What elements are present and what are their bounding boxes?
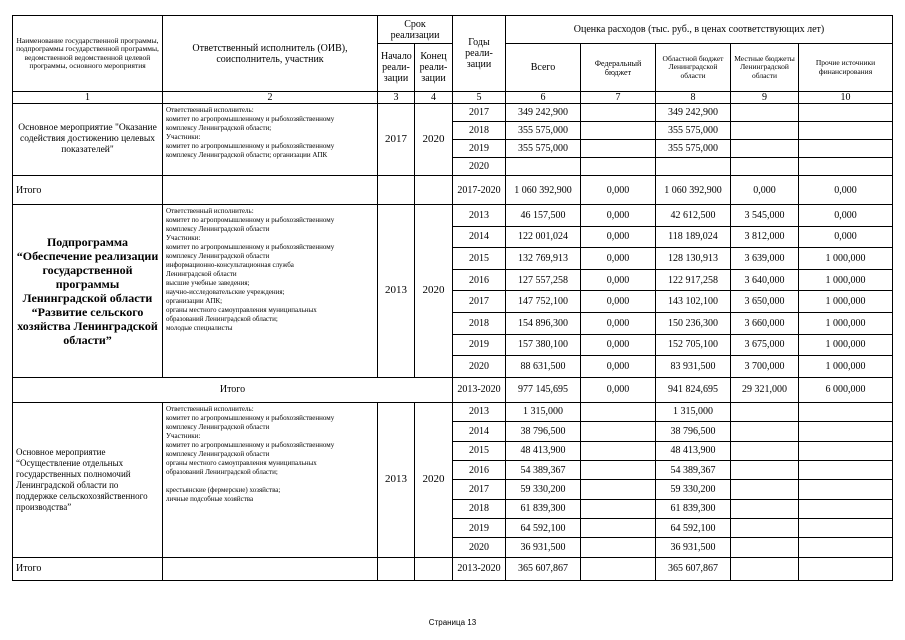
page-number: Страница 13 <box>428 618 477 627</box>
regional-cell: 128 130,913 <box>656 248 731 270</box>
federal-cell <box>581 460 656 479</box>
other-cell <box>799 519 893 538</box>
total-year-cell: 2017-2020 <box>453 176 506 205</box>
total-cell: 88 631,500 <box>506 356 581 378</box>
total-row <box>13 176 893 205</box>
total-cell: 59 330,200 <box>506 480 581 499</box>
total-cell: 61 839,300 <box>506 499 581 518</box>
header-regional: Областной бюджет Ленинградской области <box>656 44 731 92</box>
other-cell: 1 000,000 <box>799 269 893 291</box>
federal-cell <box>581 104 656 122</box>
federal-cell: 0,000 <box>581 248 656 270</box>
total-local-cell: 0,000 <box>731 176 799 205</box>
total-regional-cell: 941 824,695 <box>656 377 731 402</box>
executor-line: комитет по агропромышленному и рыбохозяйственному <box>166 440 335 449</box>
local-cell <box>731 538 799 557</box>
header-total: Всего <box>506 44 581 92</box>
column-number-cell: 5 <box>453 92 506 104</box>
local-cell: 3 640,000 <box>731 269 799 291</box>
column-numbers-row <box>13 92 893 104</box>
end-year: 2020 <box>415 205 453 378</box>
total-total-cell: 365 607,867 <box>506 557 581 580</box>
header-years: Годы реали-зации <box>453 16 506 92</box>
executor-line: Ответственный исполнитель: <box>166 404 254 413</box>
total-label: Итого <box>13 377 453 402</box>
local-cell <box>731 122 799 140</box>
year-cell: 2015 <box>453 248 506 270</box>
total-cell: 349 242,900 <box>506 104 581 122</box>
federal-cell <box>581 441 656 460</box>
executor-line: комитет по агропромышленному и рыбохозяйственному <box>166 413 335 422</box>
total-year-cell: 2013-2020 <box>453 377 506 402</box>
executor-line: организации АПК; <box>166 297 223 305</box>
executor-line: комплексу Ленинградской области <box>166 225 270 233</box>
local-cell <box>731 460 799 479</box>
year-cell: 2019 <box>453 519 506 538</box>
header-end: Конец реали-зации <box>415 44 453 92</box>
federal-cell: 0,000 <box>581 312 656 334</box>
other-cell <box>799 140 893 158</box>
regional-cell: 64 592,100 <box>656 519 731 538</box>
column-number-cell: 10 <box>799 92 893 104</box>
executor-line: Участники: <box>166 431 201 440</box>
executor-line <box>166 477 374 486</box>
total-regional-cell: 1 060 392,900 <box>656 176 731 205</box>
total-cell: 36 931,500 <box>506 538 581 557</box>
executor-line: комитет по агропромышленному и рыбохозяйственному <box>166 115 335 123</box>
federal-cell <box>581 122 656 140</box>
executor-list <box>163 402 378 557</box>
local-cell: 3 700,000 <box>731 356 799 378</box>
executor-line: Ленинградской области <box>166 270 237 278</box>
regional-cell: 42 612,500 <box>656 205 731 227</box>
empty-cell <box>378 557 415 580</box>
other-cell: 0,000 <box>799 226 893 248</box>
total-label: Итого <box>13 557 163 580</box>
year-cell: 2020 <box>453 356 506 378</box>
local-cell <box>731 158 799 176</box>
executor-line: органы местного самоуправления муниципальных <box>166 306 317 314</box>
year-cell: 2020 <box>453 158 506 176</box>
column-number-cell: 8 <box>656 92 731 104</box>
regional-cell: 83 931,500 <box>656 356 731 378</box>
federal-cell <box>581 499 656 518</box>
total-cell <box>506 158 581 176</box>
program-name: Подпрограмма “Обеспечение реализации государственной программы Ленинградской области “Развитие сельского хозяйства Ленинградской области” <box>13 205 163 378</box>
total-label: Итого <box>13 176 163 205</box>
executor-line: Участники: <box>166 234 201 242</box>
local-cell <box>731 499 799 518</box>
federal-cell <box>581 402 656 421</box>
empty-cell <box>415 557 453 580</box>
empty-cell <box>378 176 415 205</box>
local-cell: 3 639,000 <box>731 248 799 270</box>
total-cell: 54 389,367 <box>506 460 581 479</box>
other-cell: 0,000 <box>799 205 893 227</box>
federal-cell: 0,000 <box>581 356 656 378</box>
year-cell: 2020 <box>453 538 506 557</box>
federal-cell: 0,000 <box>581 334 656 356</box>
year-cell: 2013 <box>453 205 506 227</box>
regional-cell: 355 575,000 <box>656 122 731 140</box>
header-costs-group: Оценка расходов (тыс. руб., в ценах соответствующих лет) <box>506 16 893 44</box>
header-period-group: Срок реализации <box>378 16 453 44</box>
executor-line: комплексу Ленинградской области; организации АПК <box>166 151 328 159</box>
local-cell: 3 675,000 <box>731 334 799 356</box>
total-total-cell: 1 060 392,900 <box>506 176 581 205</box>
total-row <box>13 377 893 402</box>
executor-list <box>163 104 378 176</box>
other-cell: 1 000,000 <box>799 291 893 313</box>
budget-table <box>12 15 893 581</box>
program-name: Основное мероприятие "Оказание содействия достижению целевых показателей" <box>13 104 163 176</box>
total-cell: 127 557,258 <box>506 269 581 291</box>
other-cell <box>799 402 893 421</box>
federal-cell: 0,000 <box>581 226 656 248</box>
total-cell: 147 752,100 <box>506 291 581 313</box>
federal-cell <box>581 140 656 158</box>
year-cell: 2018 <box>453 122 506 140</box>
federal-cell <box>581 158 656 176</box>
local-cell: 3 650,000 <box>731 291 799 313</box>
other-cell <box>799 104 893 122</box>
regional-cell: 48 413,900 <box>656 441 731 460</box>
regional-cell: 59 330,200 <box>656 480 731 499</box>
year-cell: 2018 <box>453 499 506 518</box>
other-cell <box>799 122 893 140</box>
year-cell: 2017 <box>453 480 506 499</box>
executor-line: Ответственный исполнитель: <box>166 106 254 114</box>
executor-line: молодые специалисты <box>166 324 233 332</box>
total-federal-cell: 0,000 <box>581 377 656 402</box>
executor-line: образований Ленинградской области; <box>166 467 278 476</box>
executor-line: научно-исследовательские учреждения; <box>166 288 285 296</box>
year-cell: 2016 <box>453 460 506 479</box>
year-cell: 2019 <box>453 140 506 158</box>
regional-cell: 61 839,300 <box>656 499 731 518</box>
total-cell: 1 315,000 <box>506 402 581 421</box>
total-regional-cell: 365 607,867 <box>656 557 731 580</box>
table-row <box>13 402 893 421</box>
other-cell <box>799 499 893 518</box>
header-federal: Федеральный бюджет <box>581 44 656 92</box>
regional-cell: 1 315,000 <box>656 402 731 421</box>
executor-line: комитет по агропромышленному и рыбохозяйственному <box>166 142 335 150</box>
header-local: Местные бюджеты Ленинградской области <box>731 44 799 92</box>
total-other-cell <box>799 557 893 580</box>
local-cell <box>731 480 799 499</box>
federal-cell: 0,000 <box>581 205 656 227</box>
total-row <box>13 557 893 580</box>
executor-line: комплексу Ленинградской области <box>166 252 270 260</box>
other-cell <box>799 538 893 557</box>
start-year: 2013 <box>378 205 415 378</box>
header-other: Прочие источники финансирования <box>799 44 893 92</box>
header-program-name: Наименование государственной программы, подпрограммы государственной программы, ведомственной ведомственной целевой программы, основного мероприятия <box>13 16 163 92</box>
executor-line: комплексу Ленинградской области <box>166 422 270 431</box>
local-cell <box>731 422 799 441</box>
other-cell <box>799 460 893 479</box>
regional-cell: 118 189,024 <box>656 226 731 248</box>
start-year: 2017 <box>378 104 415 176</box>
total-cell: 46 157,500 <box>506 205 581 227</box>
column-number-cell: 3 <box>378 92 415 104</box>
executor-line: информационно-консультационная служба <box>166 261 294 269</box>
local-cell <box>731 519 799 538</box>
year-cell: 2018 <box>453 312 506 334</box>
local-cell: 3 545,000 <box>731 205 799 227</box>
total-cell: 64 592,100 <box>506 519 581 538</box>
year-cell: 2019 <box>453 334 506 356</box>
executor-line: образований Ленинградской области; <box>166 315 278 323</box>
executor-line: комплексу Ленинградской области; <box>166 124 272 132</box>
header-executor: Ответственный исполнитель (ОИВ), соисполнитель, участник <box>163 16 378 92</box>
federal-cell <box>581 480 656 499</box>
year-cell: 2017 <box>453 104 506 122</box>
column-number-cell: 2 <box>163 92 378 104</box>
executor-line: органы местного самоуправления муниципальных <box>166 458 317 467</box>
header-start: Начало реали-зации <box>378 44 415 92</box>
other-cell: 1 000,000 <box>799 312 893 334</box>
total-federal-cell: 0,000 <box>581 176 656 205</box>
regional-cell: 349 242,900 <box>656 104 731 122</box>
executor-line: личные подсобные хозяйства <box>166 494 254 503</box>
column-number-cell: 6 <box>506 92 581 104</box>
total-cell: 157 380,100 <box>506 334 581 356</box>
federal-cell <box>581 422 656 441</box>
start-year: 2013 <box>378 402 415 557</box>
end-year: 2020 <box>415 402 453 557</box>
other-cell <box>799 480 893 499</box>
year-cell: 2015 <box>453 441 506 460</box>
executor-line: комитет по агропромышленному и рыбохозяйственному <box>166 216 335 224</box>
column-number-cell: 7 <box>581 92 656 104</box>
end-year: 2020 <box>415 104 453 176</box>
regional-cell: 150 236,300 <box>656 312 731 334</box>
regional-cell: 36 931,500 <box>656 538 731 557</box>
regional-cell: 143 102,100 <box>656 291 731 313</box>
empty-cell <box>415 176 453 205</box>
executor-line: Ответственный исполнитель: <box>166 207 254 215</box>
executor-line: высшие учебные заведения; <box>166 279 250 287</box>
other-cell: 1 000,000 <box>799 334 893 356</box>
other-cell <box>799 441 893 460</box>
federal-cell <box>581 538 656 557</box>
empty-cell <box>163 176 378 205</box>
local-cell <box>731 140 799 158</box>
executor-list <box>163 205 378 378</box>
federal-cell: 0,000 <box>581 291 656 313</box>
total-total-cell: 977 145,695 <box>506 377 581 402</box>
regional-cell: 355 575,000 <box>656 140 731 158</box>
federal-cell: 0,000 <box>581 269 656 291</box>
regional-cell: 152 705,100 <box>656 334 731 356</box>
table-row <box>13 104 893 122</box>
total-cell: 154 896,300 <box>506 312 581 334</box>
year-cell: 2016 <box>453 269 506 291</box>
total-federal-cell <box>581 557 656 580</box>
column-number-cell: 1 <box>13 92 163 104</box>
federal-cell <box>581 519 656 538</box>
year-cell: 2014 <box>453 422 506 441</box>
other-cell: 1 000,000 <box>799 356 893 378</box>
year-cell: 2014 <box>453 226 506 248</box>
local-cell: 3 812,000 <box>731 226 799 248</box>
table-row <box>13 205 893 227</box>
total-local-cell <box>731 557 799 580</box>
regional-cell <box>656 158 731 176</box>
column-number-cell: 9 <box>731 92 799 104</box>
local-cell <box>731 441 799 460</box>
other-cell <box>799 158 893 176</box>
executor-line: крестьянские (фермерские) хозяйства; <box>166 485 281 494</box>
local-cell <box>731 104 799 122</box>
empty-cell <box>163 557 378 580</box>
year-cell: 2013 <box>453 402 506 421</box>
regional-cell: 38 796,500 <box>656 422 731 441</box>
other-cell: 1 000,000 <box>799 248 893 270</box>
column-number-cell: 4 <box>415 92 453 104</box>
total-other-cell: 0,000 <box>799 176 893 205</box>
total-year-cell: 2013-2020 <box>453 557 506 580</box>
other-cell <box>799 422 893 441</box>
total-cell: 132 769,913 <box>506 248 581 270</box>
regional-cell: 54 389,367 <box>656 460 731 479</box>
total-cell: 48 413,900 <box>506 441 581 460</box>
total-cell: 38 796,500 <box>506 422 581 441</box>
executor-line: комплексу Ленинградской области <box>166 449 270 458</box>
regional-cell: 122 917,258 <box>656 269 731 291</box>
local-cell <box>731 402 799 421</box>
total-cell: 122 001,024 <box>506 226 581 248</box>
year-cell: 2017 <box>453 291 506 313</box>
total-cell: 355 575,000 <box>506 122 581 140</box>
total-local-cell: 29 321,000 <box>731 377 799 402</box>
executor-line: комитет по агропромышленному и рыбохозяйственному <box>166 243 335 251</box>
executor-line: Участники: <box>166 133 201 141</box>
local-cell: 3 660,000 <box>731 312 799 334</box>
total-other-cell: 6 000,000 <box>799 377 893 402</box>
total-cell: 355 575,000 <box>506 140 581 158</box>
program-name: Основное мероприятие “Осуществление отдельных государственных полномочий Ленинградской области по поддержке сельскохозяйственного производства” <box>13 402 163 557</box>
